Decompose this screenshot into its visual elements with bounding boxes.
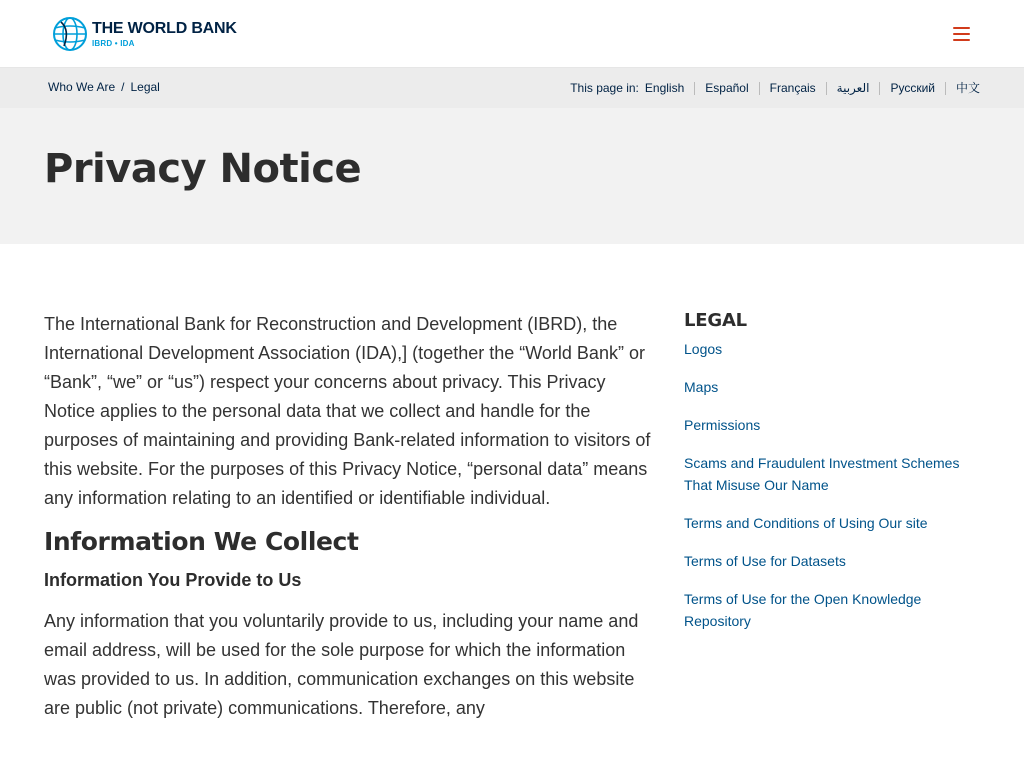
sidebar-link-logos[interactable]: Logos — [684, 341, 723, 357]
subsection-paragraph: Any information that you voluntarily provide to us, including your name and email address, will be used for the sole purpose for which the information was provided to us. In addition, communication exchanges on this website are public (not private) communications. Therefore, any — [44, 611, 639, 718]
breadcrumb-legal[interactable]: Legal — [130, 80, 160, 94]
sidebar-link-terms-site[interactable]: Terms and Conditions of Using Our site — [684, 515, 928, 531]
list-item — [684, 414, 984, 436]
lang-russian[interactable]: Русский — [879, 82, 945, 95]
title-band — [0, 108, 1024, 244]
language-label: This page in: — [570, 81, 639, 95]
sidebar-link-scams[interactable]: Scams and Fraudulent Investment Schemes That Misuse Our Name — [684, 455, 960, 493]
section-heading: Information We Collect — [44, 527, 359, 556]
list-item — [684, 588, 984, 632]
list-item — [684, 376, 984, 398]
lang-arabic[interactable]: العربية — [826, 82, 880, 95]
lang-english[interactable]: English — [644, 80, 685, 95]
intro-paragraph: The International Bank for Reconstruction and Development (IBRD), the International Development Association (IDA),] (together the “World Bank” or “Bank”, “we” or “us”) respect your concerns about privacy. This Privacy Notice applies to the personal data that we collect and handle for the purposes of maintaining and providing Bank-related information to visitors of this website. For the purposes of this Privacy Notice, “personal data” means any information relating to an identified or identifiable individual. — [44, 314, 651, 508]
globe-icon — [52, 16, 88, 52]
subsection-heading: Information You Provide to Us — [44, 570, 302, 590]
main-content — [44, 310, 660, 723]
sidebar-title: LEGAL — [684, 310, 747, 331]
hamburger-menu-icon[interactable] — [950, 24, 974, 44]
logo-subtitle: IBRD • IDA — [92, 38, 135, 48]
breadcrumb-who-we-are[interactable]: Who We Are — [48, 80, 116, 94]
lang-chinese[interactable]: 中文 — [945, 82, 980, 95]
sub-navigation-bar — [0, 68, 1024, 108]
sidebar-link-maps[interactable]: Maps — [684, 379, 719, 395]
breadcrumb — [48, 80, 160, 94]
language-selector — [570, 81, 980, 95]
list-item — [684, 452, 984, 496]
lang-spanish[interactable]: Español — [694, 82, 758, 95]
list-item — [684, 550, 984, 572]
sidebar-link-permissions[interactable]: Permissions — [684, 417, 761, 433]
world-bank-logo[interactable] — [52, 16, 237, 52]
list-item — [684, 338, 984, 360]
sidebar-link-terms-datasets[interactable]: Terms of Use for Datasets — [684, 553, 846, 569]
logo-title: THE WORLD BANK — [92, 19, 237, 37]
logo-text — [92, 21, 237, 48]
sidebar-link-list — [684, 338, 984, 632]
breadcrumb-separator: / — [121, 80, 125, 94]
sidebar-link-terms-okr[interactable]: Terms of Use for the Open Knowledge Repository — [684, 591, 922, 629]
legal-sidebar — [684, 310, 984, 648]
list-item — [684, 512, 984, 534]
page-title: Privacy Notice — [44, 146, 362, 192]
site-header — [0, 0, 1024, 68]
lang-french[interactable]: Français — [759, 82, 826, 95]
